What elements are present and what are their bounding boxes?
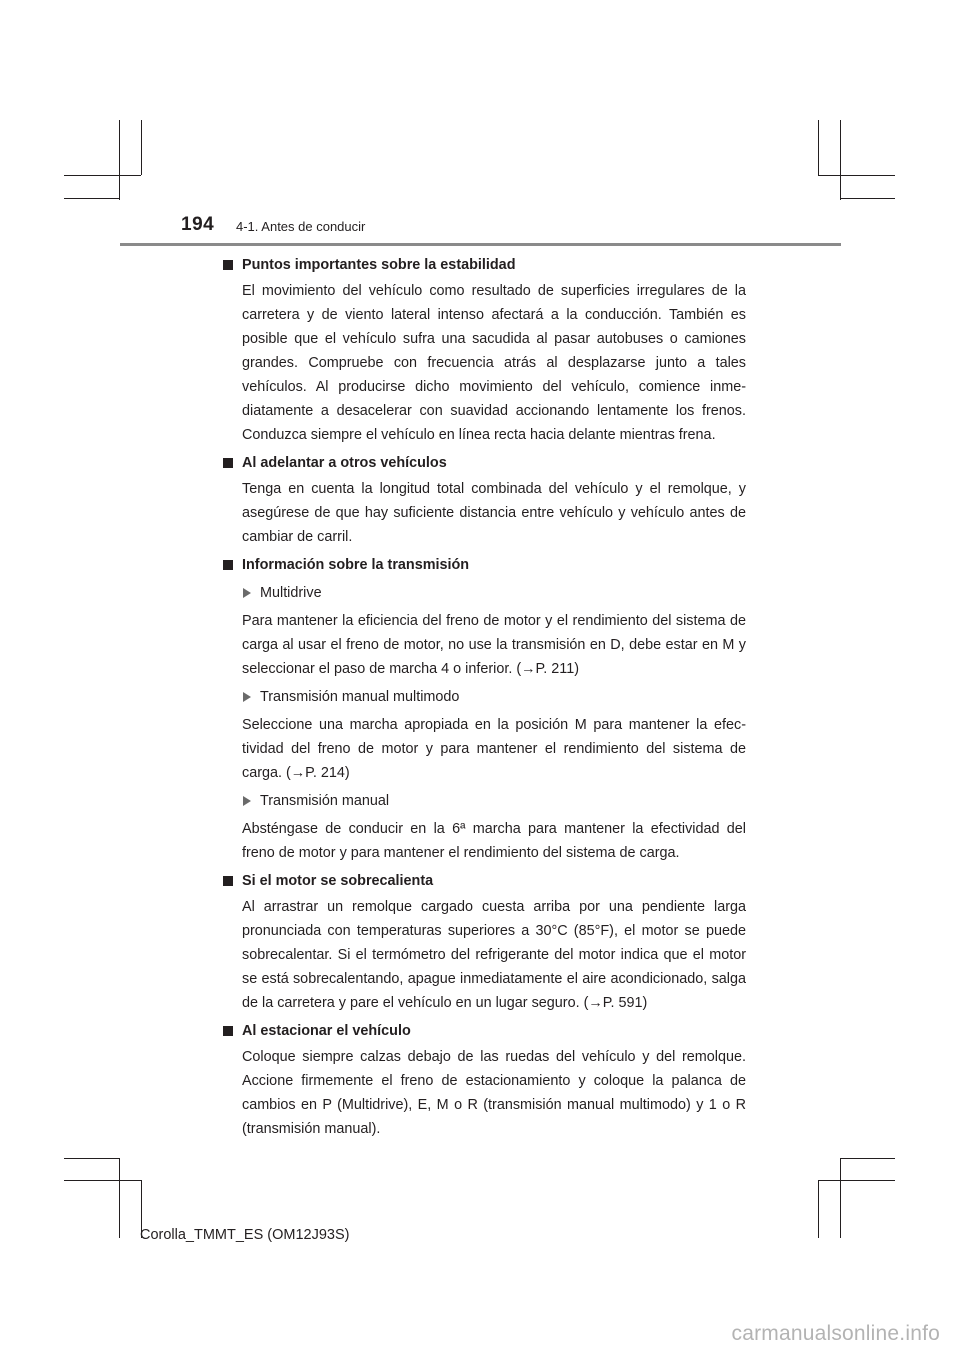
subsection-label <box>222 685 746 709</box>
crop-mark-top-right-h2 <box>840 198 895 199</box>
section-overheating <box>222 869 746 1015</box>
subsection-label <box>222 789 746 813</box>
section-heading <box>222 1019 746 1043</box>
page-content <box>222 253 746 1145</box>
square-bullet-icon <box>223 560 233 570</box>
header-rule <box>120 243 841 246</box>
square-bullet-icon <box>223 458 233 468</box>
subsection-paragraph: Seleccione una marcha apropiada en la posición M para mantener la efec-tividad del freno de motor y para mantener el rendimiento del sistema de carga. (→P. 214) <box>242 717 746 781</box>
section-title: 4-1. Antes de conducir <box>236 219 366 234</box>
section-paragraph: Tenga en cuenta la longitud total combinada del vehículo y el remolque, y asegúrese de que hay suficiente distancia entre vehículo y vehículo antes de cambiar de carril. <box>242 481 746 545</box>
watermark: carmanualsonline.info <box>731 1322 940 1345</box>
section-heading <box>222 253 746 277</box>
section-heading <box>222 869 746 893</box>
document-id: Corolla_TMMT_ES (OM12J93S) <box>140 1227 350 1243</box>
crop-mark-bottom-right-h2 <box>840 1158 895 1159</box>
crop-mark-top-left-v2 <box>141 120 142 175</box>
crop-mark-top-left-h <box>64 175 141 176</box>
section-heading-text: Puntos importantes sobre la estabilidad <box>242 257 516 273</box>
subsection-paragraph: Para mantener la eficiencia del freno de motor y el rendimiento del sistema de carga al usar el freno de motor, no use la transmisión en D, debe estar en M y seleccionar el paso de marcha 4 o inferior. (→P. 211) <box>242 613 746 677</box>
triangle-bullet-icon <box>243 588 251 598</box>
triangle-bullet-icon <box>243 796 251 806</box>
square-bullet-icon <box>223 260 233 270</box>
crop-mark-bottom-left-h2 <box>64 1180 141 1181</box>
subsection-label <box>222 581 746 605</box>
square-bullet-icon <box>223 1026 233 1036</box>
subsection-paragraph: Absténgase de conducir en la 6ª marcha para mantener la efectividad del freno de motor y para mantener el rendimiento del sistema de carga. <box>242 821 746 861</box>
crop-mark-top-right-v2 <box>840 120 841 200</box>
section-parking <box>222 1019 746 1141</box>
crop-mark-top-left-v <box>119 120 120 200</box>
subsection-label-text: Transmisión manual <box>260 793 390 809</box>
crop-mark-bottom-right-v2 <box>840 1158 841 1238</box>
subsection-label-text: Transmisión manual multimodo <box>260 689 460 705</box>
section-heading <box>222 451 746 475</box>
section-paragraph: Al arrastrar un remolque cargado cuesta arriba por una pendiente larga pronunciada con temperaturas superiores a 30°C (85°F), el motor se puede sobrecalentar. Si el termómetro del refrigerante del motor indica que el motor se está sobrecalentando, apague inmediatamente el aire acondicionado, salga de la carretera y pare el vehículo en un lugar seguro. (→P. 591) <box>242 899 746 1011</box>
page-number: 194 <box>181 214 215 235</box>
crop-mark-bottom-left-v <box>119 1158 120 1238</box>
section-paragraph: El movimiento del vehículo como resultado de superficies irregulares de la carretera y de viento lateral intenso afectará a la conducción. También es posible que el vehículo sufra una sacudida al pasar autobuses o camiones grandes. Compruebe con frecuencia atrás al desplazarse junto a tales vehículos. Al producirse dicho movimiento del vehículo, comience inme-diatamente a desacelerar con suavidad accionando lentamente los frenos. Conduzca siempre el vehículo en línea recta hacia delante mientras frena. <box>242 283 746 443</box>
section-heading-text: Al adelantar a otros vehículos <box>242 455 447 471</box>
section-transmission <box>222 553 746 865</box>
crop-mark-bottom-left-h <box>64 1158 119 1159</box>
section-stability <box>222 253 746 447</box>
section-heading <box>222 553 746 577</box>
section-heading-text: Si el motor se sobrecalienta <box>242 873 434 889</box>
subsection-label-text: Multidrive <box>260 585 322 601</box>
section-paragraph: Coloque siempre calzas debajo de las ruedas del vehículo y del remolque. Accione firmemente el freno de estacionamiento y coloque la palanca de cambios en P (Multidrive), E, M o R (transmisión manual multimodo) y 1 o R (transmisión manual). <box>242 1049 746 1137</box>
crop-mark-bottom-right-h <box>818 1180 895 1181</box>
crop-mark-top-right-h <box>818 175 895 176</box>
crop-mark-bottom-right-v <box>818 1180 819 1238</box>
section-overtaking <box>222 451 746 549</box>
triangle-bullet-icon <box>243 692 251 702</box>
section-heading-text: Al estacionar el vehículo <box>242 1023 411 1039</box>
section-heading-text: Información sobre la transmisión <box>242 557 470 573</box>
crop-mark-top-right-v <box>818 120 819 175</box>
square-bullet-icon <box>223 876 233 886</box>
crop-mark-top-left-h2 <box>64 198 119 199</box>
